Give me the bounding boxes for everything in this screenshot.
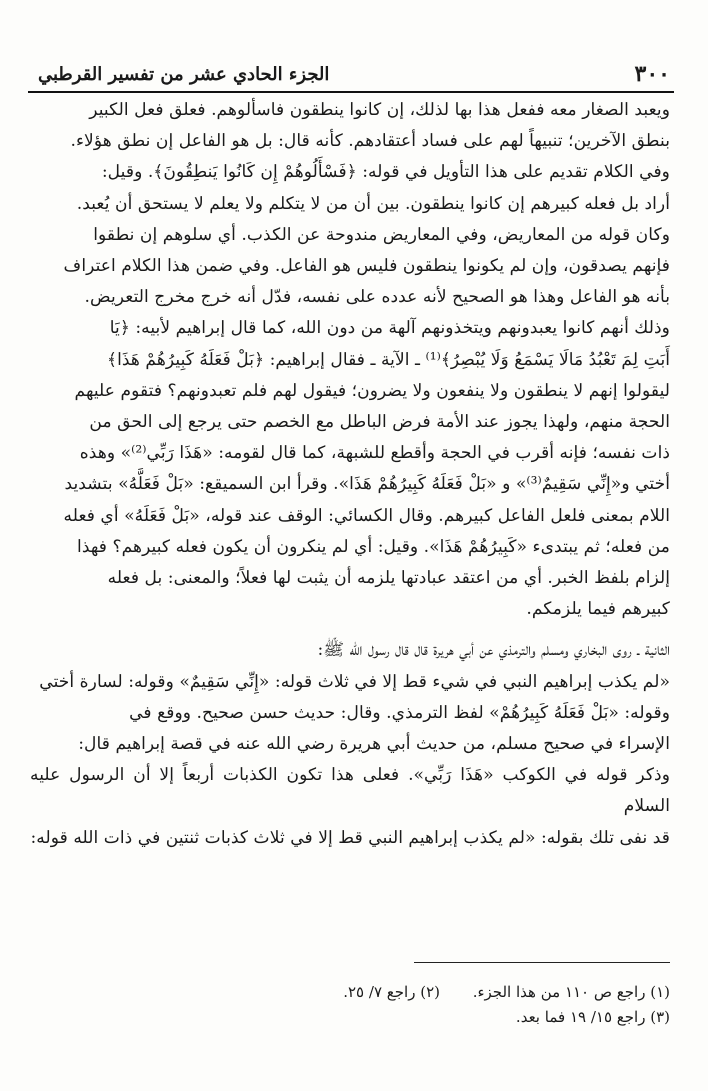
footnote-3: (٣) راجع ١٥/ ١٩ فما بعد. [515, 1008, 670, 1026]
text-line: اللام بمعنى فلعل الفاعل كبيرهم. وقال الكسائي: الوقف عند قوله، «بَلْ فَعَلَهُ» أي فعله [63, 505, 670, 526]
text-line: ليقولوا إنهم لا ينطقون ولا ينفعون ولا يضرون؛ فيقول لهم فلم تعبدونهم؟ فتقوم عليهم [74, 380, 670, 401]
text-line: وفي الكلام تقديم على هذا التأويل في قوله: ﴿فَسْأَلُوهُمْ إِن كَانُوا يَنطِقُونَ﴾. وقيل: [101, 162, 670, 183]
footnote-row [40, 980, 670, 1005]
page-header [28, 58, 670, 90]
text-line: الإسراء في صحيح مسلم، من حديث أبي هريرة رضي الله عنه في قصة إبراهيم قال: [78, 734, 670, 755]
footnote-2: (٢) راجع ٧/ ٢٥. [343, 983, 440, 1001]
text-line: من فعله؛ ثم يبتدىء «كَبِيرُهُمْ هَذَا». وقيل: أي لم ينكرون أن يكون فعله كبيرهم؟ فهذا [77, 536, 670, 557]
footnotes [40, 980, 670, 1030]
text-line: بنطق الآخرين؛ تنبيهاً لهم على فساد أعتقادهم. كأنه قال: بل هو الفاعل إن نطق هؤلاء. [70, 131, 670, 152]
text-line: وذلك أنهم كانوا يعبدونهم ويتخذونهم آلهة من دون الله، كما قال إبراهيم لأبيه: ﴿يَا [109, 318, 670, 339]
text-line: «لم يكذب إبراهيم النبي في شيء قط إلا في ثلاث قوله: «إِنِّي سَقِيمٌ» وقوله: لسارة أختي [39, 671, 670, 692]
text-line: قد نفى تلك بقوله: «لم يكذب إبراهيم النبي قط إلا في ثلاث كذبات ثنتين في ذات الله قوله: [30, 827, 670, 848]
text-line: كبيرهم فيما يلزمكم. [526, 599, 670, 620]
text-line: إلزام بلفظ الخبر. أي من اعتقد عبادتها يلزمه أن يثبت لها فعلاً؛ والمعنى: بل فعله [107, 568, 670, 589]
text-line: الثانية ـ روى البخاري ومسلم والترمذي عن أبي هريرة قال قال رسول الله ﷺ: [317, 640, 670, 661]
body-text [30, 95, 670, 854]
paragraph-gap [30, 625, 670, 635]
text-line: ذات نفسه؛ فإنه أقرب في الحجة وأقطع للشبهة، كما قال لقومه: «هَذَا رَبِّي⁽²⁾» وهذه [79, 443, 670, 464]
text-line: بأنه هو الفاعل وهذا هو الصحيح لأنه عدده على نفسه، فدّل أنه خرج مخرج التعريض. [84, 287, 670, 308]
page-number: ٣٠٠ [634, 61, 670, 87]
paragraph-2 [30, 635, 670, 853]
footnote-row [40, 1005, 670, 1030]
text-line: وذكر قوله في الكوكب «هَذَا رَبِّي». فعلى هذا تكون الكذبات أربعاً إلا أن الرسول عليه السلام [30, 765, 670, 817]
text-line: أراد بل فعله كبيرهم إن كانوا ينطقون. بين أن من لا يتكلم ولا يعلم لا يستحق أن يُعبد. [76, 193, 670, 214]
text-line: الحجة منهم، ولهذا يجوز عند الأمة فرض الباطل مع الخصم حتى يرجع إلى الحق من [89, 412, 670, 433]
paragraph-1 [30, 95, 670, 625]
text-line: أختي و«إِنِّي سَقِيمٌ⁽³⁾» و «بَلْ فَعَلَهُ كَبِيرُهُمْ هَذَا». وقرأ ابن السميقع: «بَلْ فَعَلَّهُ» بتشديد [64, 474, 670, 495]
footnote-rule [414, 962, 670, 963]
text-line: وقوله: «بَلْ فَعَلَهُ كَبِيرُهُمْ» لفظ الترمذي. وقال: حديث حسن صحيح. ووقع في [129, 702, 670, 723]
header-rule [28, 91, 674, 93]
text-line: أَبَتِ لِمَ تَعْبُدُ مَالَا يَسْمَعُ وَلَا يُبْصِرُ﴾⁽¹⁾ ـ الآية ـ فقال إبراهيم: ﴿بَلْ فَعَلَهُ كَبِيرُهُمْ هَذَا﴾ [107, 349, 670, 370]
footnote-1: (١) راجع ص ١١٠ من هذا الجزء. [472, 983, 670, 1001]
text-line: وكان قوله من المعاريض، وفي المعاريض مندوحة عن الكذب. أي سلوهم إن نطقوا [93, 224, 670, 245]
text-line: ويعبد الصغار معه ففعل هذا بها لذلك، إن كانوا ينطقون فاسألوهم. فعلق فعل الكبير [89, 100, 670, 120]
text-line: فإنهم يصدقون، وإن لم يكونوا ينطقون فليس هو الفاعل. وفي ضمن هذا الكلام اعتراف [63, 256, 670, 277]
running-title: الجزء الحادي عشر من تفسير القرطبي [38, 63, 330, 85]
